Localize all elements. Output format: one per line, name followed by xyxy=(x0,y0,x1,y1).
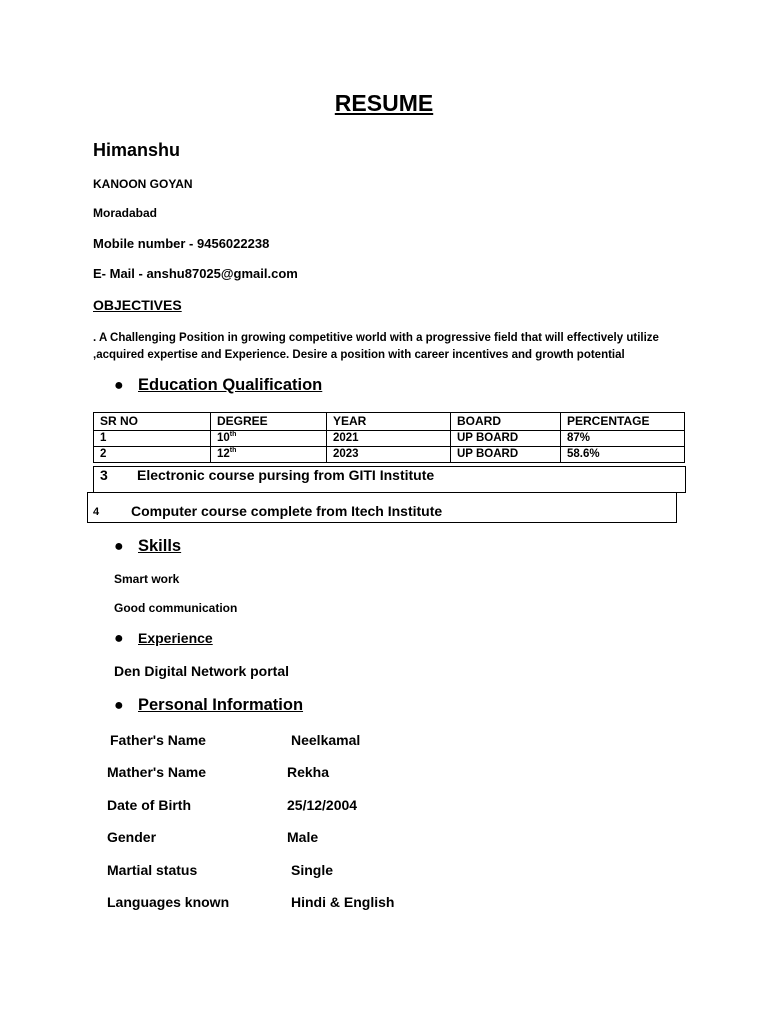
experience-section-heading xyxy=(114,630,213,648)
education-section-heading xyxy=(114,376,322,395)
personal-section-heading xyxy=(114,696,303,715)
extra-text: Computer course complete from Itech Institute xyxy=(131,503,443,519)
experience-item: Den Digital Network portal xyxy=(114,663,290,679)
personal-label: Languages known xyxy=(107,894,230,910)
column-header: YEAR xyxy=(327,413,451,431)
personal-label: Date of Birth xyxy=(107,797,191,813)
bullet-icon: ● xyxy=(114,697,124,714)
bullet-icon: ● xyxy=(114,538,124,555)
cell-year: 2021 xyxy=(327,431,451,447)
education-table xyxy=(93,412,685,463)
table-row xyxy=(94,431,685,447)
cell-degree: 12th xyxy=(211,447,327,463)
bullet-icon: ● xyxy=(114,630,124,647)
objectives-text: . A Challenging Position in growing competitive world with a progressive field that will effectively utilize ,acquired expertise and Experience. Desire a position with career incentives and growth potential xyxy=(93,332,659,361)
resume-title: RESUME xyxy=(334,90,434,116)
table-row xyxy=(94,447,685,463)
personal-value: 25/12/2004 xyxy=(287,797,358,813)
education-heading: Education Qualification xyxy=(138,376,323,394)
table-header-row xyxy=(94,413,685,431)
column-header: BOARD xyxy=(451,413,561,431)
address-line-2: Moradabad xyxy=(93,206,158,220)
cell-percentage: 87% xyxy=(561,431,685,447)
experience-heading: Experience xyxy=(138,630,213,646)
personal-value: Neelkamal xyxy=(291,732,361,748)
cell-sr: 1 xyxy=(94,431,211,447)
personal-value: Single xyxy=(291,862,334,878)
skills-section-heading xyxy=(114,537,181,556)
personal-label: Martial status xyxy=(107,862,198,878)
objectives-heading: OBJECTIVES xyxy=(93,297,182,313)
cell-percentage: 58.6% xyxy=(561,447,685,463)
personal-label: Gender xyxy=(107,829,157,845)
skill-item: Good communication xyxy=(114,601,238,615)
skill-item: Smart work xyxy=(114,572,180,586)
email-address: E- Mail - anshu87025@gmail.com xyxy=(93,266,298,281)
column-header: DEGREE xyxy=(211,413,327,431)
cell-board: UP BOARD xyxy=(451,447,561,463)
cell-degree: 10th xyxy=(211,431,327,447)
cell-sr: 2 xyxy=(94,447,211,463)
personal-value: Male xyxy=(287,829,319,845)
bullet-icon: ● xyxy=(114,377,124,394)
personal-label: Father's Name xyxy=(110,732,206,748)
personal-value: Hindi & English xyxy=(291,894,395,910)
column-header: SR NO xyxy=(94,413,211,431)
address-line-1: KANOON GOYAN xyxy=(93,177,193,191)
extra-num: 4 xyxy=(93,506,100,518)
extra-text: Electronic course pursing from GITI Institute xyxy=(137,467,435,483)
cell-board: UP BOARD xyxy=(451,431,561,447)
cell-year: 2023 xyxy=(327,447,451,463)
personal-label: Mather's Name xyxy=(107,764,207,780)
skills-heading: Skills xyxy=(138,537,182,555)
candidate-name: Himanshu xyxy=(93,140,181,160)
personal-heading: Personal Information xyxy=(138,696,304,714)
mobile-number: Mobile number - 9456022238 xyxy=(93,236,270,251)
column-header: PERCENTAGE xyxy=(561,413,685,431)
personal-value: Rekha xyxy=(287,764,330,780)
extra-num: 3 xyxy=(100,467,108,483)
